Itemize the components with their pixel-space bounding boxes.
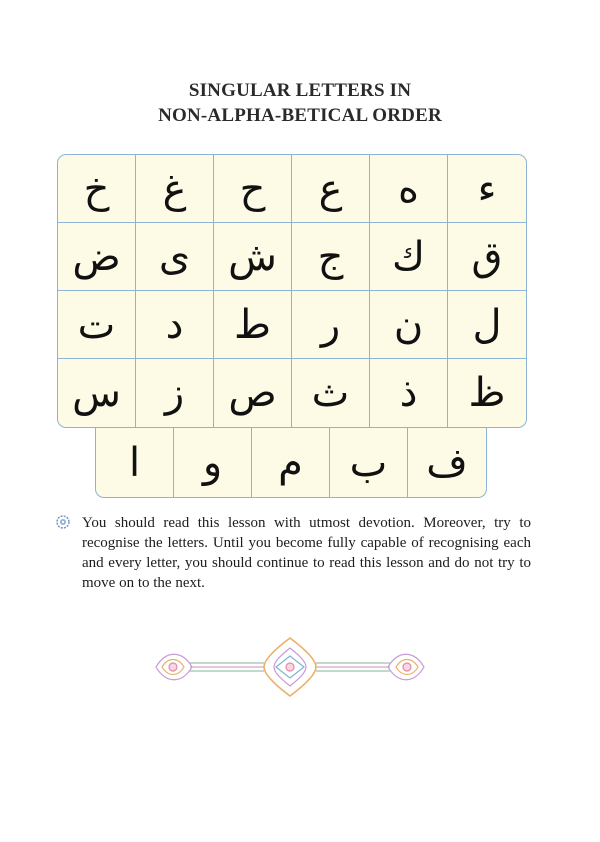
letter-cell: ش	[214, 223, 292, 291]
letter-cell: ع	[292, 155, 370, 223]
letter-cell: ص	[214, 359, 292, 427]
letter-cell: ء	[448, 155, 526, 223]
letter-cell: ض	[58, 223, 136, 291]
letters-last-row	[95, 428, 487, 498]
title-line-2: NON-ALPHA-BETICAL ORDER	[158, 105, 442, 126]
instruction-text: You should read this lesson with utmost devotion. Moreover, try to recognise the letters. Until you become fully capable of recognising each and every letter, you should continue to read this lesson and do not try to move on to the next.	[82, 515, 531, 591]
page-title	[0, 78, 600, 128]
decorative-divider-ornament	[152, 636, 428, 698]
letter-cell: ه	[370, 155, 448, 223]
letter-cell: ب	[330, 428, 408, 497]
letter-cell: ث	[292, 359, 370, 427]
letter-cell: ل	[448, 291, 526, 359]
letter-cell: ظ	[468, 370, 506, 416]
letter-cell: ز	[136, 359, 214, 427]
letter-cell: ر	[292, 291, 370, 359]
letter-cell: ط	[214, 291, 292, 359]
letter-cell: ن	[370, 291, 448, 359]
letter-cell: د	[136, 291, 214, 359]
letters-grid	[57, 154, 527, 428]
letter-cell: ت	[58, 291, 136, 359]
letter-cell: ا	[96, 428, 174, 497]
letter-cell: ح	[214, 155, 292, 223]
letter-cell: م	[252, 428, 330, 497]
title-line-1: SINGULAR LETTERS IN	[188, 80, 412, 101]
letter-cell: س	[58, 359, 136, 427]
letter-cell: ى	[136, 223, 214, 291]
flower-bullet-icon	[56, 515, 70, 529]
letter-cell: ف	[426, 439, 468, 486]
letter-cell: ك	[370, 223, 448, 291]
letter-cell: ذ	[370, 359, 448, 427]
letter-cell: ق	[448, 223, 526, 291]
letter-cell: خ	[58, 155, 136, 223]
letter-cell: و	[174, 428, 252, 497]
letter-cell: غ	[136, 155, 214, 223]
instruction-note	[56, 513, 531, 593]
letter-cell: ج	[292, 223, 370, 291]
